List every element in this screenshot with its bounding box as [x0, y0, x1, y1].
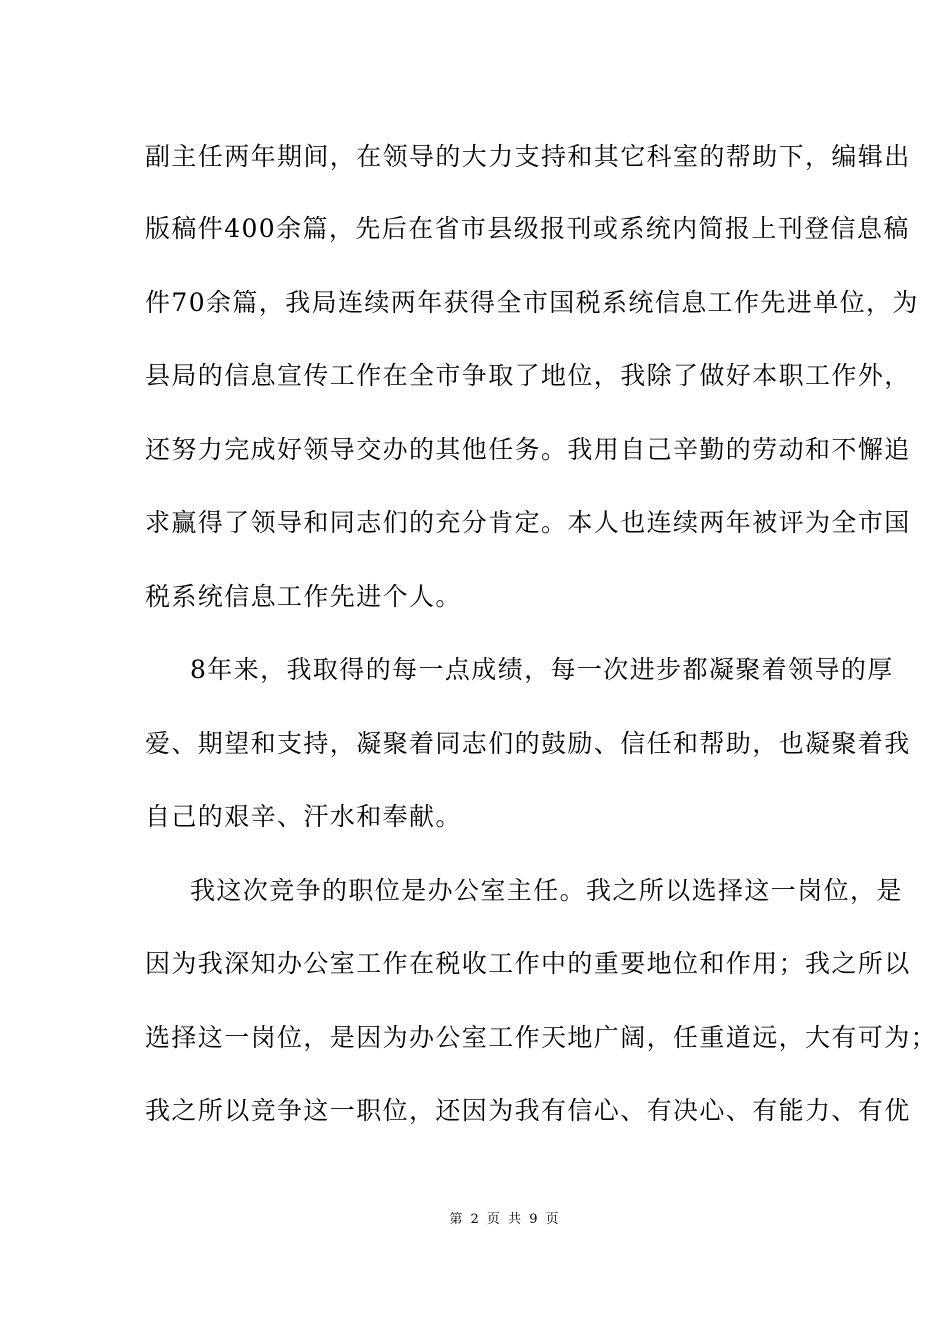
body-text-line: 副主任两年期间，在领导的大力支持和其它科室的帮助下，编辑出 — [145, 142, 911, 171]
body-text-line: 税系统信息工作先进个人。 — [145, 582, 462, 611]
body-text-line: 选择这一岗位，是因为办公室工作天地广阔，任重道远，大有可为； — [145, 1023, 938, 1052]
paragraph-first-line: 我这次竞争的职位是办公室主任。我之所以选择这一岗位，是 — [190, 876, 903, 905]
body-text-line: 县局的信息宣传工作在全市争取了地位，我除了做好本职工作外， — [145, 361, 911, 390]
body-text-line: 求赢得了领导和同志们的充分肯定。本人也连续两年被评为全市国 — [145, 508, 911, 537]
body-text-line: 版稿件400余篇，先后在省市县级报刊或系统内简报上刊登信息稿 — [145, 214, 910, 243]
body-text-line: 因为我深知办公室工作在税收工作中的重要地位和作用；我之所以 — [145, 949, 911, 978]
paragraph-first-line: 8年来，我取得的每一点成绩，每一次进步都凝聚着领导的厚 — [190, 655, 894, 684]
body-text-line: 自己的艰辛、汗水和奉献。 — [145, 802, 462, 831]
page-number-footer: 第 2 页 共 9 页 — [449, 1212, 561, 1227]
body-text-line: 我之所以竞争这一职位，还因为我有信心、有决心、有能力、有优 — [145, 1096, 911, 1125]
body-text-line: 爱、期望和支持，凝聚着同志们的鼓励、信任和帮助，也凝聚着我 — [145, 729, 911, 758]
body-text-line: 件70余篇，我局连续两年获得全市国税系统信息工作先进单位，为 — [145, 288, 919, 317]
body-text-line: 还努力完成好领导交办的其他任务。我用自己辛勤的劳动和不懈追 — [145, 435, 911, 464]
